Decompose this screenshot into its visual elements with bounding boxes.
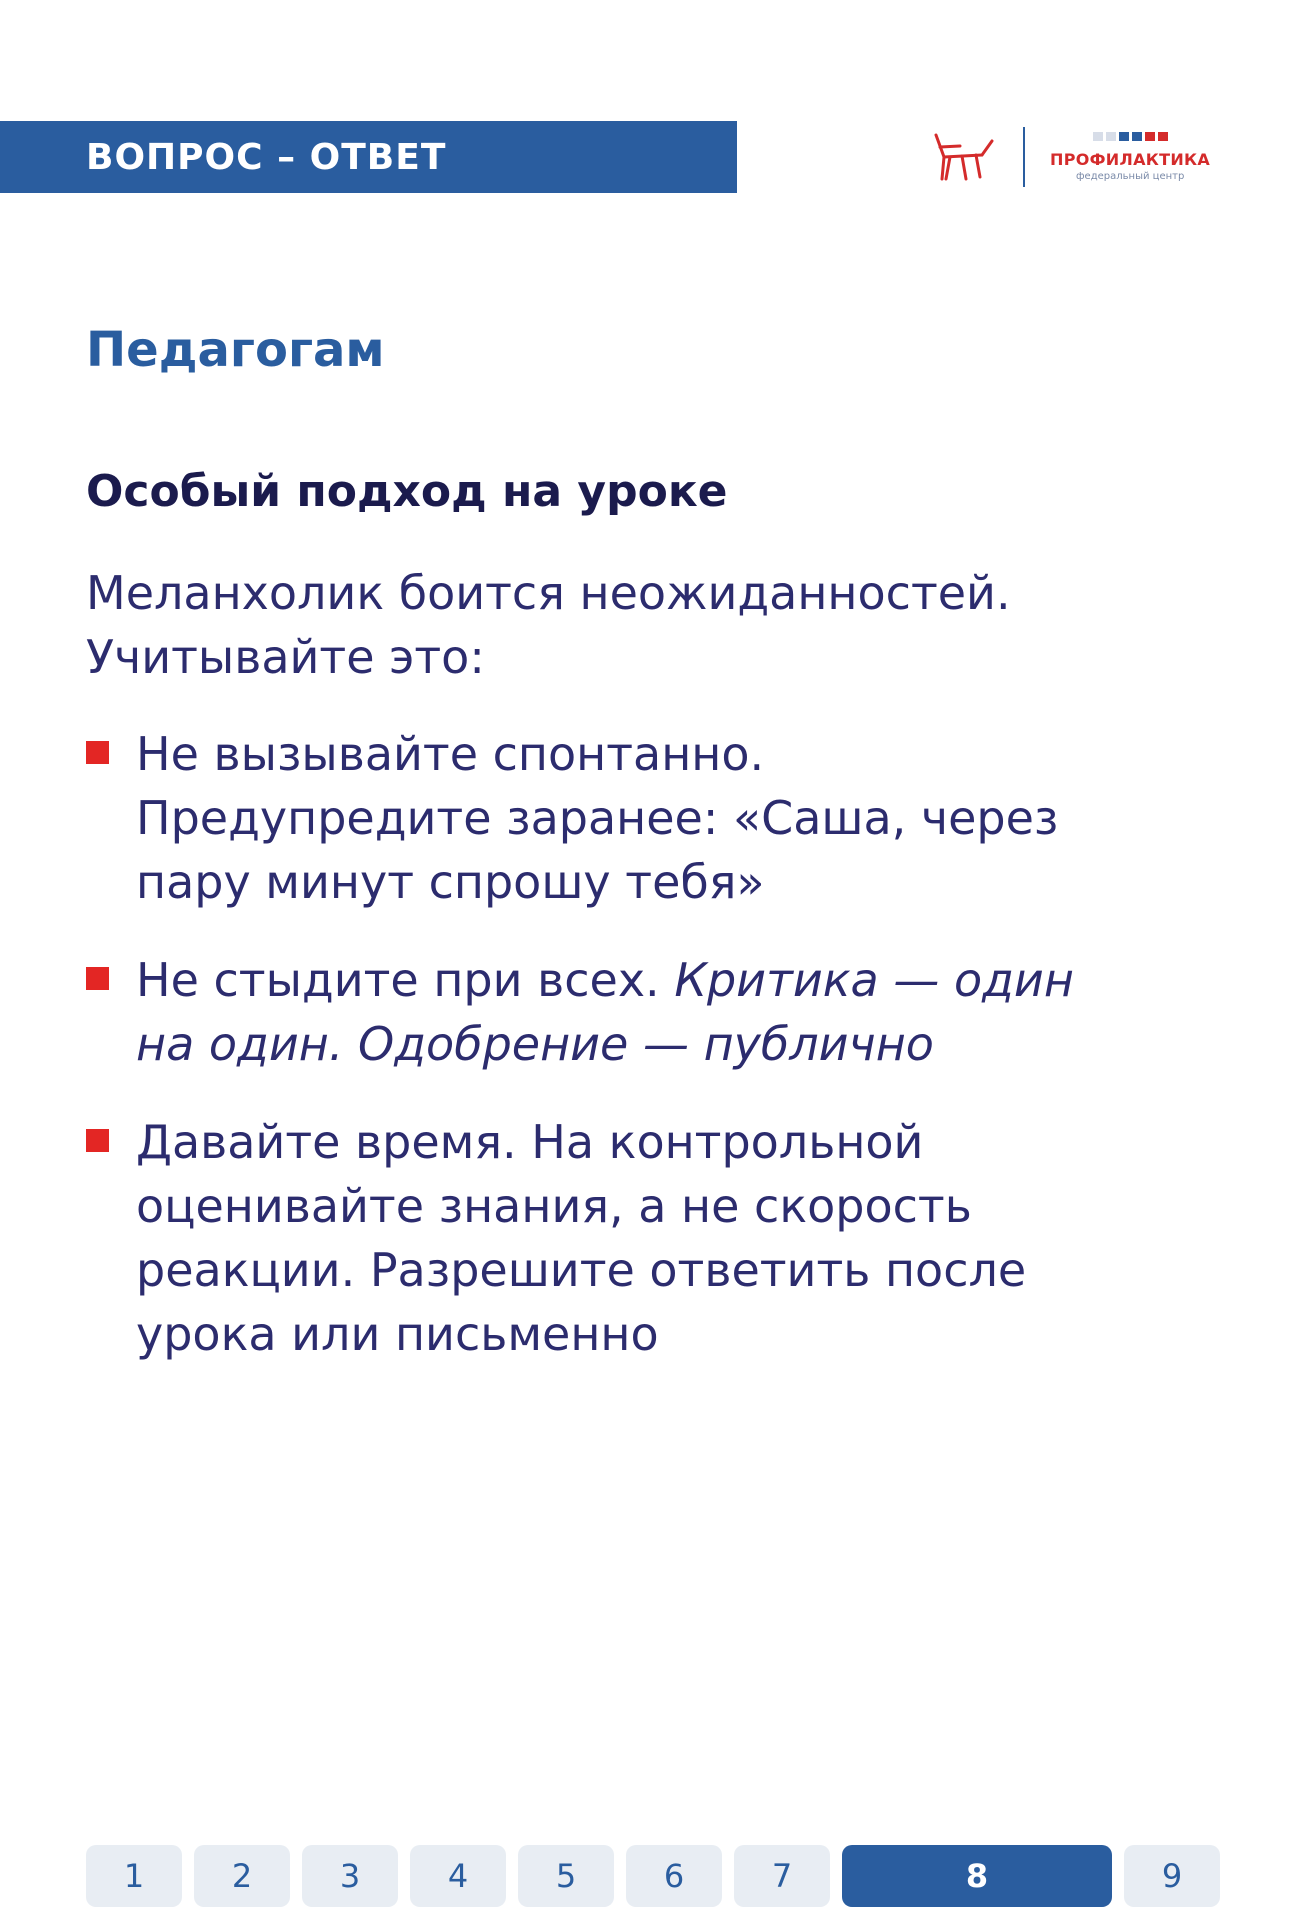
list-item	[86, 948, 1236, 1076]
list-item	[86, 1110, 1236, 1366]
bullet-square-icon	[86, 741, 109, 764]
page-button-4[interactable]: 4	[410, 1845, 506, 1907]
logo-squares	[1093, 132, 1168, 141]
list-item-line: пару минут спрошу тебя»	[136, 855, 765, 909]
intro-line: Учитывайте это:	[86, 630, 485, 684]
list-item-line	[136, 948, 1236, 1012]
intro-line: Меланхолик боится неожиданностей.	[86, 566, 1011, 620]
list-item-line: реакции. Разрешите ответить после	[136, 1243, 1027, 1297]
logo-subtitle: федеральный центр	[1076, 171, 1185, 182]
bullet-square-icon	[86, 967, 109, 990]
list-item-text: Не стыдите при всех.	[136, 953, 675, 1007]
page-button-1[interactable]: 1	[86, 1845, 182, 1907]
intro-paragraph	[86, 561, 1236, 689]
page-button-2[interactable]: 2	[194, 1845, 290, 1907]
section-title: Педагогам	[86, 322, 385, 378]
page-button-6[interactable]: 6	[626, 1845, 722, 1907]
tips-list	[86, 722, 1236, 1400]
subtitle: Особый подход на уроке	[86, 466, 728, 517]
list-item-emphasis: Критика — один	[674, 953, 1074, 1007]
list-item-line: Не вызывайте спонтанно.	[136, 727, 765, 781]
list-item-line: Давайте время. На контрольной	[136, 1115, 924, 1169]
logo-name: ПРОФИЛАКТИКА	[1050, 150, 1211, 169]
page-button-9[interactable]: 9	[1124, 1845, 1220, 1907]
header-label: ВОПРОС – ОТВЕТ	[86, 136, 447, 178]
page-pagination	[86, 1845, 1220, 1907]
page-button-8-current[interactable]: 8	[842, 1845, 1112, 1907]
section-header-bar	[0, 121, 737, 193]
list-item	[86, 722, 1236, 914]
page-button-7[interactable]: 7	[734, 1845, 830, 1907]
list-item-line: оценивайте знания, а не скорость	[136, 1179, 972, 1233]
logo	[932, 121, 1222, 191]
bullet-square-icon	[86, 1129, 109, 1152]
page-button-5[interactable]: 5	[518, 1845, 614, 1907]
horse-chair-icon	[932, 129, 996, 185]
logo-divider	[1023, 127, 1025, 187]
list-item-line: Предупредите заранее: «Саша, через	[136, 791, 1059, 845]
list-item-line: урока или письменно	[136, 1307, 659, 1361]
list-item-emphasis: на один. Одобрение — публично	[136, 1017, 934, 1071]
page-button-3[interactable]: 3	[302, 1845, 398, 1907]
